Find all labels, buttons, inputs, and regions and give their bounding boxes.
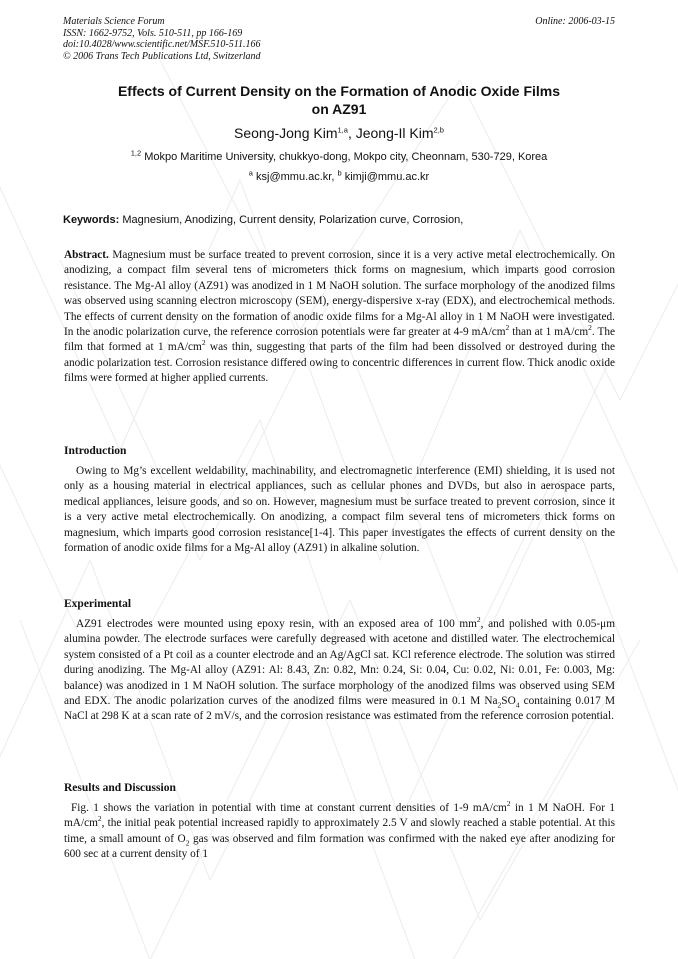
abstract-text: was thin, suggesting that parts of the film had been dissolved or destroyed during the anodic polarization test. Corrosion resistance differed owing to concentric differences in current flow. Thick anodic oxide films were formed at higher applied currents. — [64, 341, 615, 385]
abstract-text: Magnesium must be surface treated to prevent corrosion, since it is a very active metal electrochemically. On anodizing, a compact film several tens of micrometers thick forms on magnesium, which imparts good corrosion resistance. The Mg-Al alloy (AZ91) was anodized in 1 M NaOH solution. The surface morphology of the anodized films was observed using scanning electron microscopy (SEM), energy-dispersive x-ray (EDX), and electrochemical methods. The effects of current density on the formation of anodic oxide films for a Mg-Al alloy in 1 M NaOH were investigated. In the anodic polarization curve, the reference corrosion potentials were far greater at 4-9 mA/cm — [64, 249, 615, 339]
title-line-1: Effects of Current Density on the Formation of Anodic Oxide Films — [117, 83, 561, 99]
copyright-line: © 2006 Trans Tech Publications Ltd, Switzerland — [63, 50, 261, 62]
superscript: 2 — [201, 338, 206, 348]
superscript: 2 — [97, 814, 102, 824]
title-line-2: on AZ91 — [311, 101, 367, 117]
introduction-paragraph — [64, 464, 615, 556]
author-separator: , — [347, 125, 356, 141]
author-name: Seong-Jong Kim — [234, 125, 338, 141]
author-sup: 1,a — [337, 125, 348, 135]
results-text: , the initial peak potential increased rapidly to approximately 2.5 V and slowly reached a stable potential. At this time, a small amount of O — [64, 817, 615, 845]
abstract — [64, 248, 615, 387]
experimental-text: containing 0.017 M NaCl at 298 K at a scan rate of 2 mV/s, and the corrosion resistance was estimated from the reference corrosion potential. — [64, 695, 615, 723]
experimental-text: SO — [501, 695, 516, 708]
section-heading-introduction: Introduction — [64, 445, 127, 457]
email-sup: a — [248, 168, 253, 178]
results-text: in 1 M NaOH. For 1 mA/cm — [64, 802, 615, 830]
keywords-text: Magnesium, Anodizing, Current density, Polarization curve, Corrosion, — [122, 214, 464, 226]
section-heading-experimental: Experimental — [64, 598, 132, 610]
journal-name: Materials Science Forum — [63, 16, 165, 27]
superscript: 2 — [505, 323, 510, 333]
issn-line: ISSN: 1662-9752, Vols. 510-511, pp 166-169 — [63, 27, 243, 39]
abstract-text: than at 1 mA/cm — [509, 326, 589, 339]
affiliation-text: Mokpo Maritime University, chukkyo-dong, Mokpo city, Cheonnam, 530-729, Korea — [144, 151, 548, 163]
experimental-text: , and polished with 0.05-μm alumina powder. The electrode surfaces were carefully degreased with acetone and distilled water. The electrochemical system consisted of a Pt coil as a counter electrode and an Ag/AgCl sat. KCl reference electrode. The solution was stirred during anodizing. The Mg-Al alloy (AZ91: Al: 8.43, Zn: 0.82, Mn: 0.24, Si: 0.04, Cu: 0.02, Ni: 0.01, Fe: 0.003, Mg: balance) was anodized in 1 M NaOH solution. The surface morphology of the anodized films was observed using SEM and EDX. The anodic polarization curves of the anodized films were measured in 0.1 M Na — [64, 618, 615, 708]
email-sup: b — [337, 168, 342, 178]
results-text: gas was observed and film formation was confirmed with the naked eye after anodizing for 600 sec at a current density of 1 — [64, 832, 615, 861]
results-paragraph — [64, 801, 615, 863]
subscript: 4 — [515, 700, 520, 710]
email-link[interactable]: ksj@mmu.ac.kr, — [256, 171, 338, 183]
subscript: 2 — [497, 700, 502, 710]
keywords-label: Keywords: — [63, 214, 120, 226]
author-name: Jeong-Il Kim — [355, 125, 434, 141]
results-text: Fig. 1 shows the variation in potential with time at constant current densities of 1-9 mA/cm — [71, 802, 507, 814]
superscript: 2 — [476, 615, 481, 625]
journal-meta — [63, 16, 483, 62]
abstract-text: . The film that formed at 1 mA/cm — [64, 326, 616, 354]
online-date: Online: 2006-03-15 — [535, 16, 615, 27]
affiliation-sup: 1,2 — [130, 148, 142, 158]
experimental-text: AZ91 electrodes were mounted using epoxy resin, with an exposed area of 100 mm — [76, 618, 477, 630]
author-list — [63, 124, 615, 142]
paper-title — [63, 82, 615, 118]
subscript: 2 — [185, 838, 190, 848]
superscript: 2 — [588, 323, 592, 333]
keywords — [63, 213, 615, 227]
email-link[interactable]: kimji@mmu.ac.kr — [344, 171, 430, 183]
introduction-text: Owing to Mg’s excellent weldability, machinability, and electromagnetic interference (EMI) shielding, it is used not only as a housing material in electrical appliances, such as cellular phones and DVDs, but also in aerospace parts, medical appliances, leisure goods, and so on. However, magnesium must be surface treated to prevent corrosion, since it is a very active metal electrochemically. On anodizing, a compact film several tens of micrometers thick forms on magnesium, which imparts good corrosion resistance[1-4]. This paper investigates the effects of current density on the formation of anodic oxide films for a Mg-Al alloy (AZ91) in alkaline solution. — [64, 465, 615, 555]
author-emails — [63, 170, 615, 184]
abstract-label: Abstract. — [64, 249, 109, 261]
section-heading-results: Results and Discussion — [64, 782, 176, 794]
experimental-paragraph — [64, 617, 615, 725]
superscript: 2 — [506, 799, 511, 809]
doi-line: doi:10.4028/www.scientific.net/MSF.510-511.166 — [63, 39, 261, 50]
affiliation — [63, 150, 615, 164]
author-sup: 2,b — [433, 125, 444, 135]
